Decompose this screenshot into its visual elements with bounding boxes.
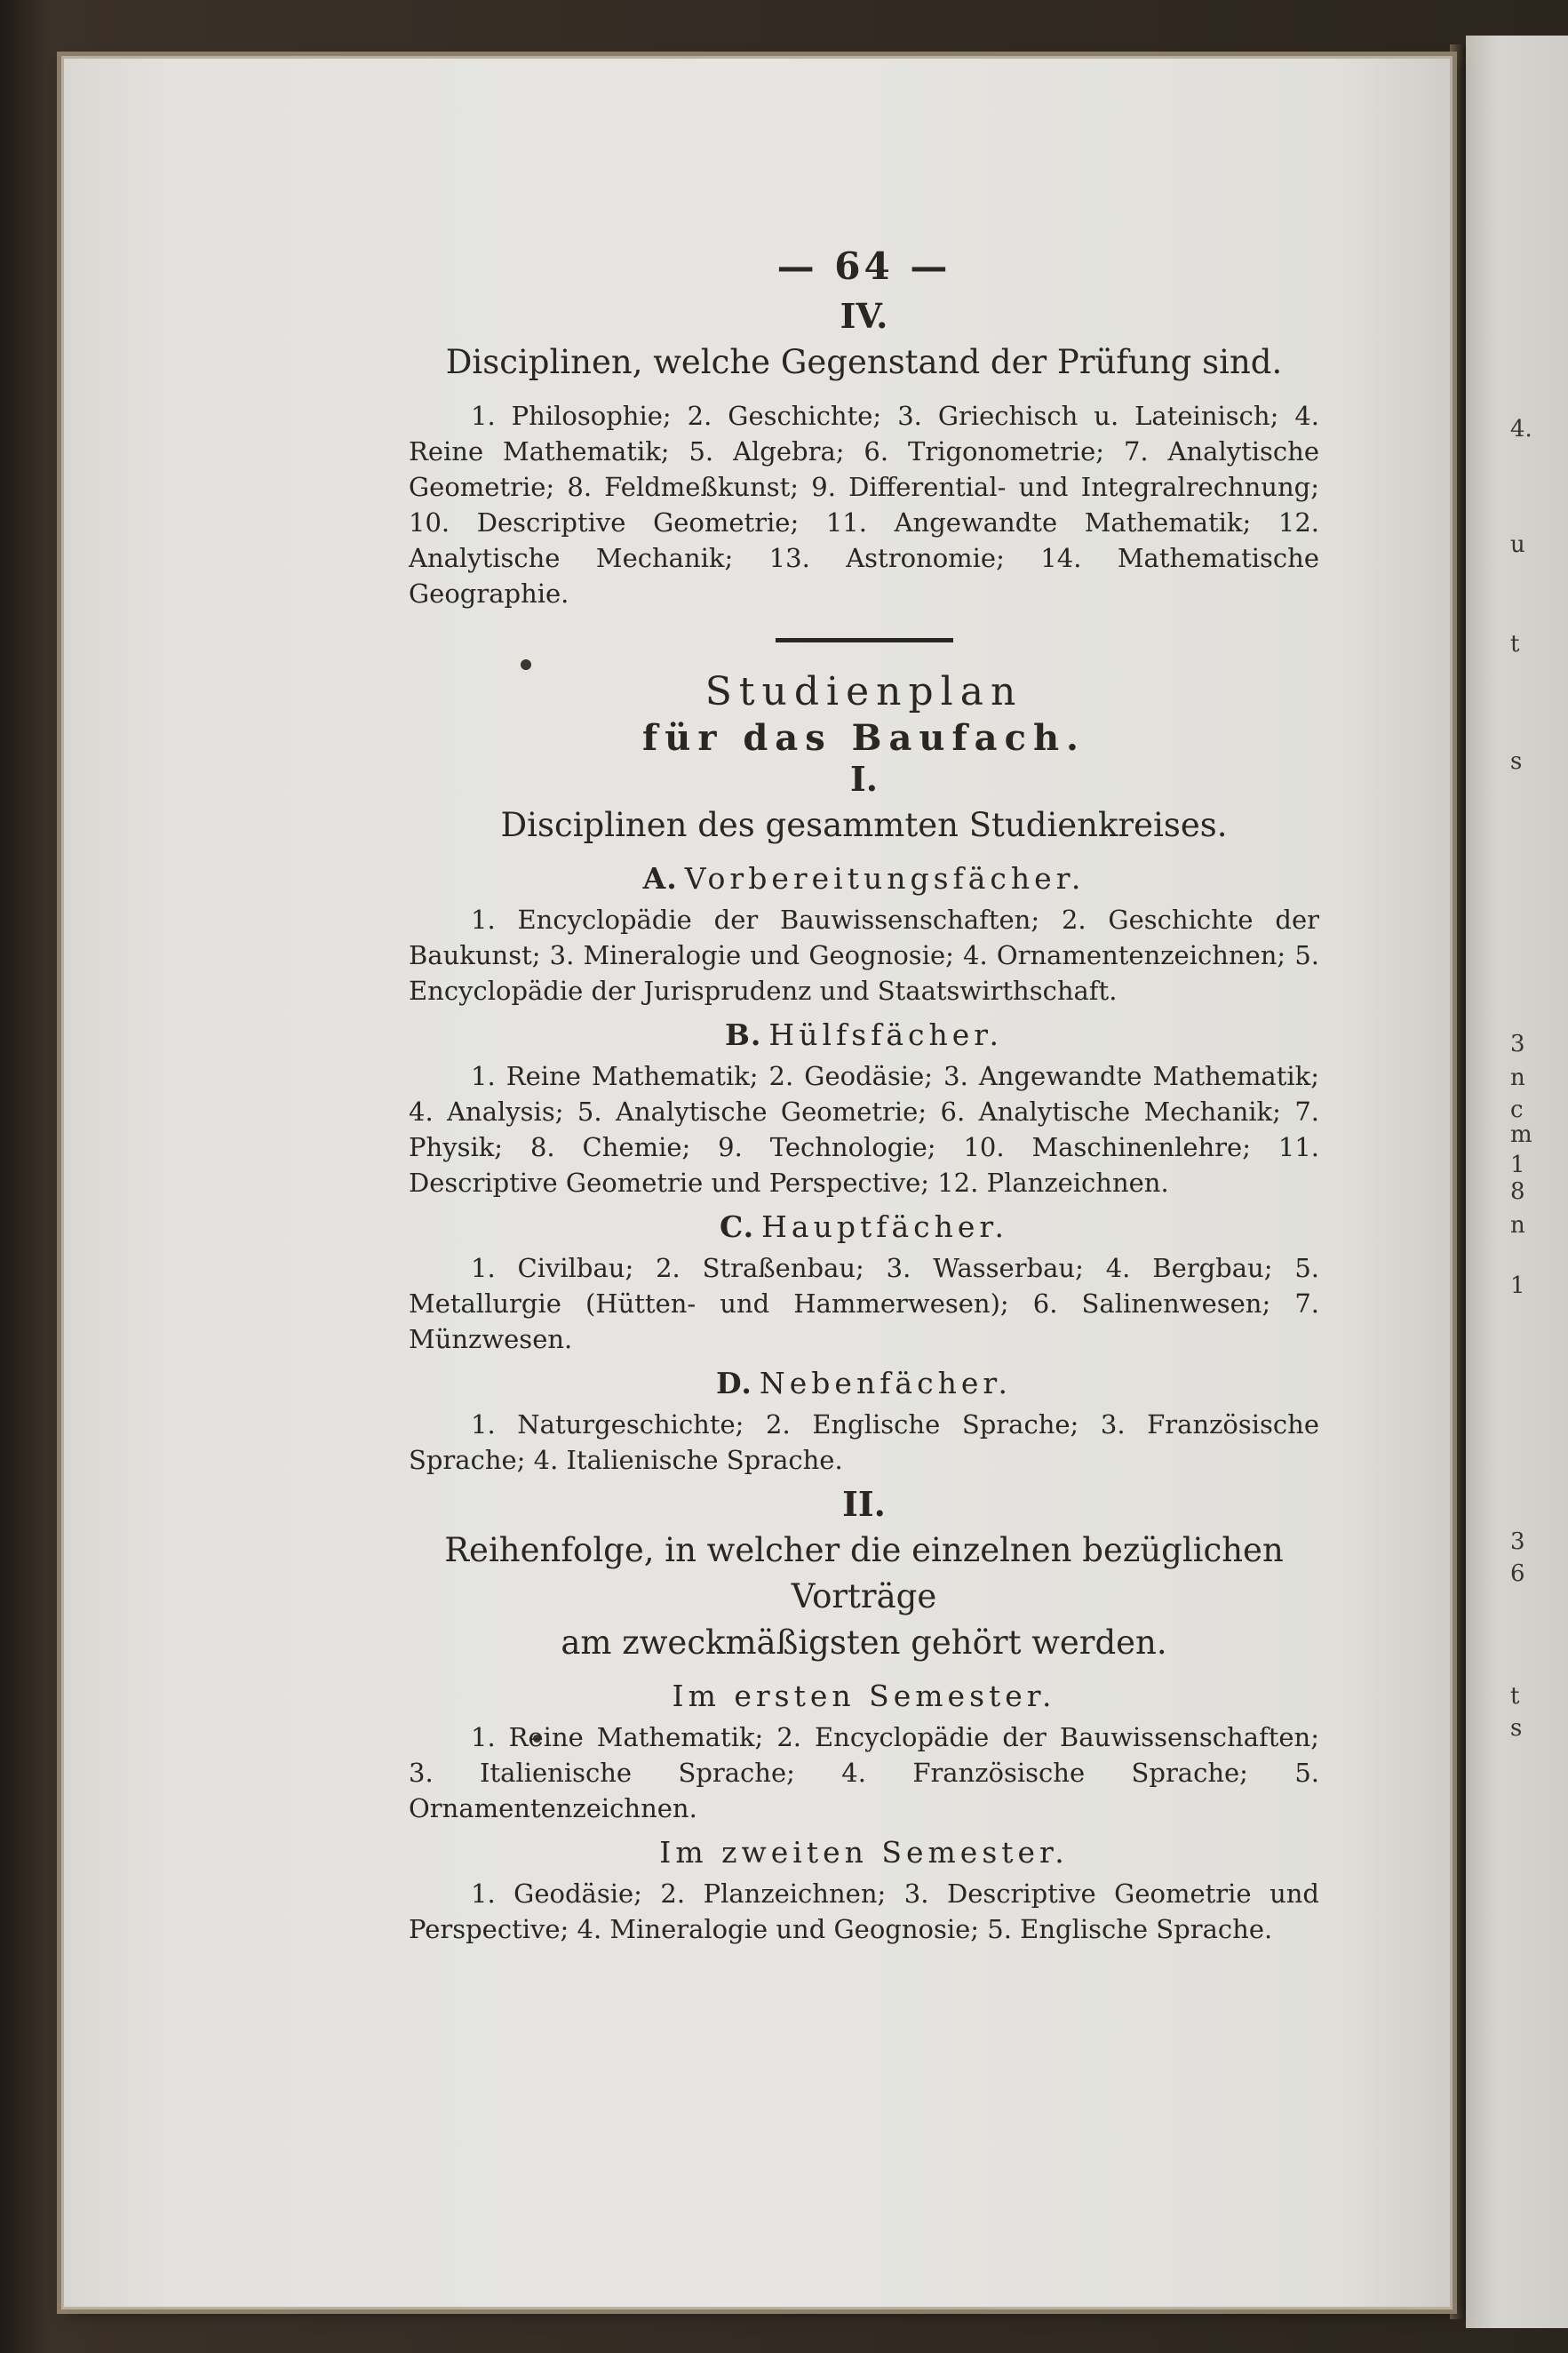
semester-1-heading: Im ersten Semester. [672, 1679, 1056, 1713]
semester-2-heading: Im zweiten Semester. [659, 1835, 1069, 1870]
group-a-text: 1. Encyclopädie der Bauwissenschaften; 2. Geschichte der Baukunst; 3. Mineralogie und Geognosie; 4. Ornamentenzeichnen; 5. Encyclopädie der Jurisprudenz und Staatswirthschaft. [409, 905, 1319, 1006]
section-i-heading: Disciplinen des gesammten Studienkreises. [500, 806, 1228, 844]
section-ii-heading-line1: Reihenfolge, in welcher die einzelnen bezüglichen Vorträge [444, 1531, 1284, 1615]
group-d-text: 1. Naturgeschichte; 2. Englische Sprache; 3. Französische Sprache; 4. Italienische Sprache. [409, 1409, 1319, 1475]
group-c-label: C. [719, 1209, 755, 1244]
edge-letter: t [1510, 1683, 1520, 1710]
edge-letter: 8 [1510, 1178, 1525, 1205]
edge-letter: u [1510, 531, 1525, 558]
page-text [409, 244, 1319, 1956]
semester-2-text: 1. Geodäsie; 2. Planzeichnen; 3. Descriptive Geometrie und Perspective; 4. Mineralogie und Geognosie; 5. Englische Sprache. [409, 1878, 1319, 1944]
group-a-title: Vorbereitungsfächer. [684, 861, 1086, 896]
group-a-heading [409, 861, 1319, 897]
edge-letter: s [1510, 748, 1523, 775]
group-b-label: B. [725, 1017, 762, 1052]
group-c-title: Hauptfächer. [761, 1209, 1009, 1244]
edge-letter: 1 [1510, 1152, 1525, 1178]
edge-letter: 3 [1510, 1528, 1525, 1555]
group-d-heading [409, 1366, 1319, 1401]
edge-letter: n [1510, 1065, 1525, 1091]
edge-letter: m [1510, 1121, 1532, 1148]
edge-letter: 3 [1510, 1031, 1525, 1057]
group-a-label: A. [642, 861, 678, 896]
studienplan-subtitle: für das Baufach. [642, 717, 1086, 759]
section-iv-number: IV. [840, 296, 888, 336]
section-iv-heading: Disciplinen, welche Gegenstand der Prüfung sind. [445, 343, 1283, 381]
studienplan-title: Studienplan [704, 669, 1023, 714]
edge-letter: n [1510, 1212, 1525, 1239]
edge-letter: s [1510, 1715, 1523, 1742]
section-iv-text: 1. Philosophie; 2. Geschichte; 3. Griechisch u. Lateinisch; 4. Reine Mathematik; 5. Algebra; 6. Trigonometrie; 7. Analytische Geometrie; 8. Feldmeßkunst; 9. Differential- und Integralrechnung; 10. Descriptive Geometrie; 11. Angewandte Mathematik; 12. Analytische Mechanik; 13. Astronomie; 14. Mathematische Geographie. [409, 401, 1319, 609]
section-i-number: I. [849, 759, 878, 799]
group-d-title: Nebenfächer. [759, 1366, 1013, 1400]
group-d-label: D. [715, 1366, 752, 1400]
group-c-text: 1. Civilbau; 2. Straßenbau; 3. Wasserbau; 4. Bergbau; 5. Metallurgie (Hütten- und Hammerwesen); 6. Salinenwesen; 7. Münzwesen. [409, 1253, 1319, 1354]
section-ii-number: II. [842, 1484, 886, 1524]
edge-letter: t [1510, 631, 1520, 658]
section-ii-heading-line2: am zweckmäßigsten gehört werden. [561, 1623, 1167, 1662]
edge-letter: c [1510, 1097, 1524, 1123]
page-number: — 64 — [776, 244, 951, 288]
semester-1-text: 1. Reine Mathematik; 2. Encyclopädie der Bauwissenschaften; 3. Italienische Sprache; 4. Französische Sprache; 5. Ornamentenzeichnen. [409, 1722, 1319, 1823]
edge-letter: 4. [1510, 416, 1532, 443]
book-gutter [1450, 44, 1466, 2319]
edge-letter: 1 [1510, 1272, 1525, 1299]
edge-letter: 6 [1510, 1560, 1525, 1587]
group-c-heading [409, 1209, 1319, 1245]
group-b-heading [409, 1017, 1319, 1053]
group-b-title: Hülfsfächer. [768, 1017, 1003, 1052]
group-b-text: 1. Reine Mathematik; 2. Geodäsie; 3. Angewandte Mathematik; 4. Analysis; 5. Analytische Geometrie; 6. Analytische Mechanik; 7. Physik; 8. Chemie; 9. Technologie; 10. Maschinenlehre; 11. Descriptive Geometrie und Perspective; 12. Planzeichnen. [409, 1061, 1319, 1198]
section-divider [776, 638, 953, 642]
